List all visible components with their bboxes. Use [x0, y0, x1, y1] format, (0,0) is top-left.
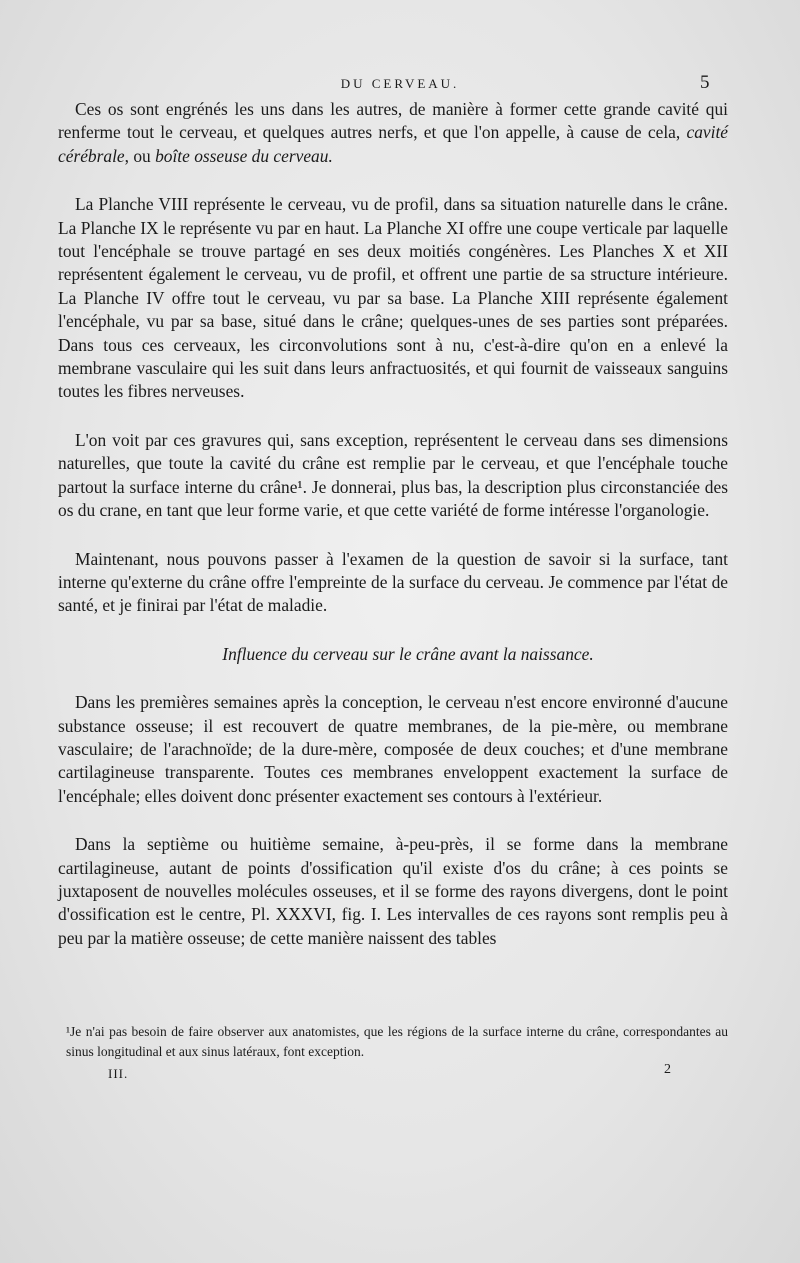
paragraph-4: Maintenant, nous pouvons passer à l'examen de la question de savoir si la surface, tant interne qu'externe du crâne offre l'empreinte de la surface du cerveau. Je commence par l'état de santé, et je finirai par l'état de maladie.	[58, 548, 728, 616]
paragraph-5: Dans les premières semaines après la conception, le cerveau n'est encore environné d'aucune substance osseuse; il est recouvert de quatre membranes, de la pie-mère, ou membrane vasculaire; de l'arachnoïde; de la dure-mère, composée de deux couches; et d'une membrane cartilagineuse transparente. Toutes ces membranes enveloppent exactement la surface de l'encéphale; elles doivent donc présenter exactement ses contours à l'extérieur.	[58, 692, 728, 806]
paragraph-6: Dans la septième ou huitième semaine, à-peu-près, il se forme dans la membrane cartilagineuse, autant de points d'ossification qu'il existe d'os du crâne; à ces points se juxtaposent de nouvelles molécules osseuses, et il se forme des rayons divergens, dont le point d'ossification est le centre, Pl. XXXVI, fig. I. Les intervalles de ces rayons sont remplis peu à peu par la matière osseuse; de cette manière naissent des tables	[58, 834, 728, 948]
footnote: ¹Je n'ai pas besoin de faire observer aux anatomistes, que les régions de la surface interne du crâne, correspondantes au sinus longitudinal et aux sinus latéraux, font exception.	[66, 1024, 728, 1059]
page-number: 5	[700, 72, 710, 93]
paragraph-3: L'on voit par ces gravures qui, sans exception, représentent le cerveau dans ses dimensions naturelles, que toute la cavité du crâne est remplie par le cerveau, et que l'encéphale touche partout la surface interne du crâne¹. Je donnerai, plus bas, la description plus circonstanciée des os du crane, en tant que leur forme varie, et que cette variété de forme intéresse l'organologie.	[58, 429, 728, 521]
running-head: DU CERVEAU.	[340, 76, 460, 91]
signature-mark-left: III.	[108, 1066, 129, 1081]
paragraph-1: Ces os sont engrénés les uns dans les autres, de manière à former cette grande cavité qui renferme tout le cerveau, et quelques autres nerfs, et que l'on appelle, à cause de cela, cavité cérébrale, ou boîte osseuse du cerveau.	[58, 99, 728, 166]
paragraph-2: La Planche VIII représente le cerveau, vu de profil, dans sa situation naturelle dans le crâne. La Planche IX le représente vu par en haut. La Planche XI offre une coupe verticale par laquelle tout l'encéphale se trouve partagé en ses deux moitiés congénères. Les Planches X et XII représentent également le cerveau, vu de profil, et offrent une partie de sa structure intérieure. La Planche IV offre tout le cerveau, vu par sa base. La Planche XIII représente également l'encéphale, vu par sa base, situé dans le crâne; quelques-unes de ses parties sont préparées. Dans tous ces cerveaux, les circonvolutions sont à nu, c'est-à-dire qu'on en a enlevé la membrane vasculaire qui les suit dans leurs anfractuosités, et qui fournit de vaisseaux sanguins toutes les fibres nerveuses.	[58, 194, 728, 402]
signature-mark-right: 2	[664, 1062, 671, 1077]
body-text	[58, 98, 728, 950]
section-heading: Influence du cerveau sur le crâne avant la naissance.	[222, 643, 594, 664]
